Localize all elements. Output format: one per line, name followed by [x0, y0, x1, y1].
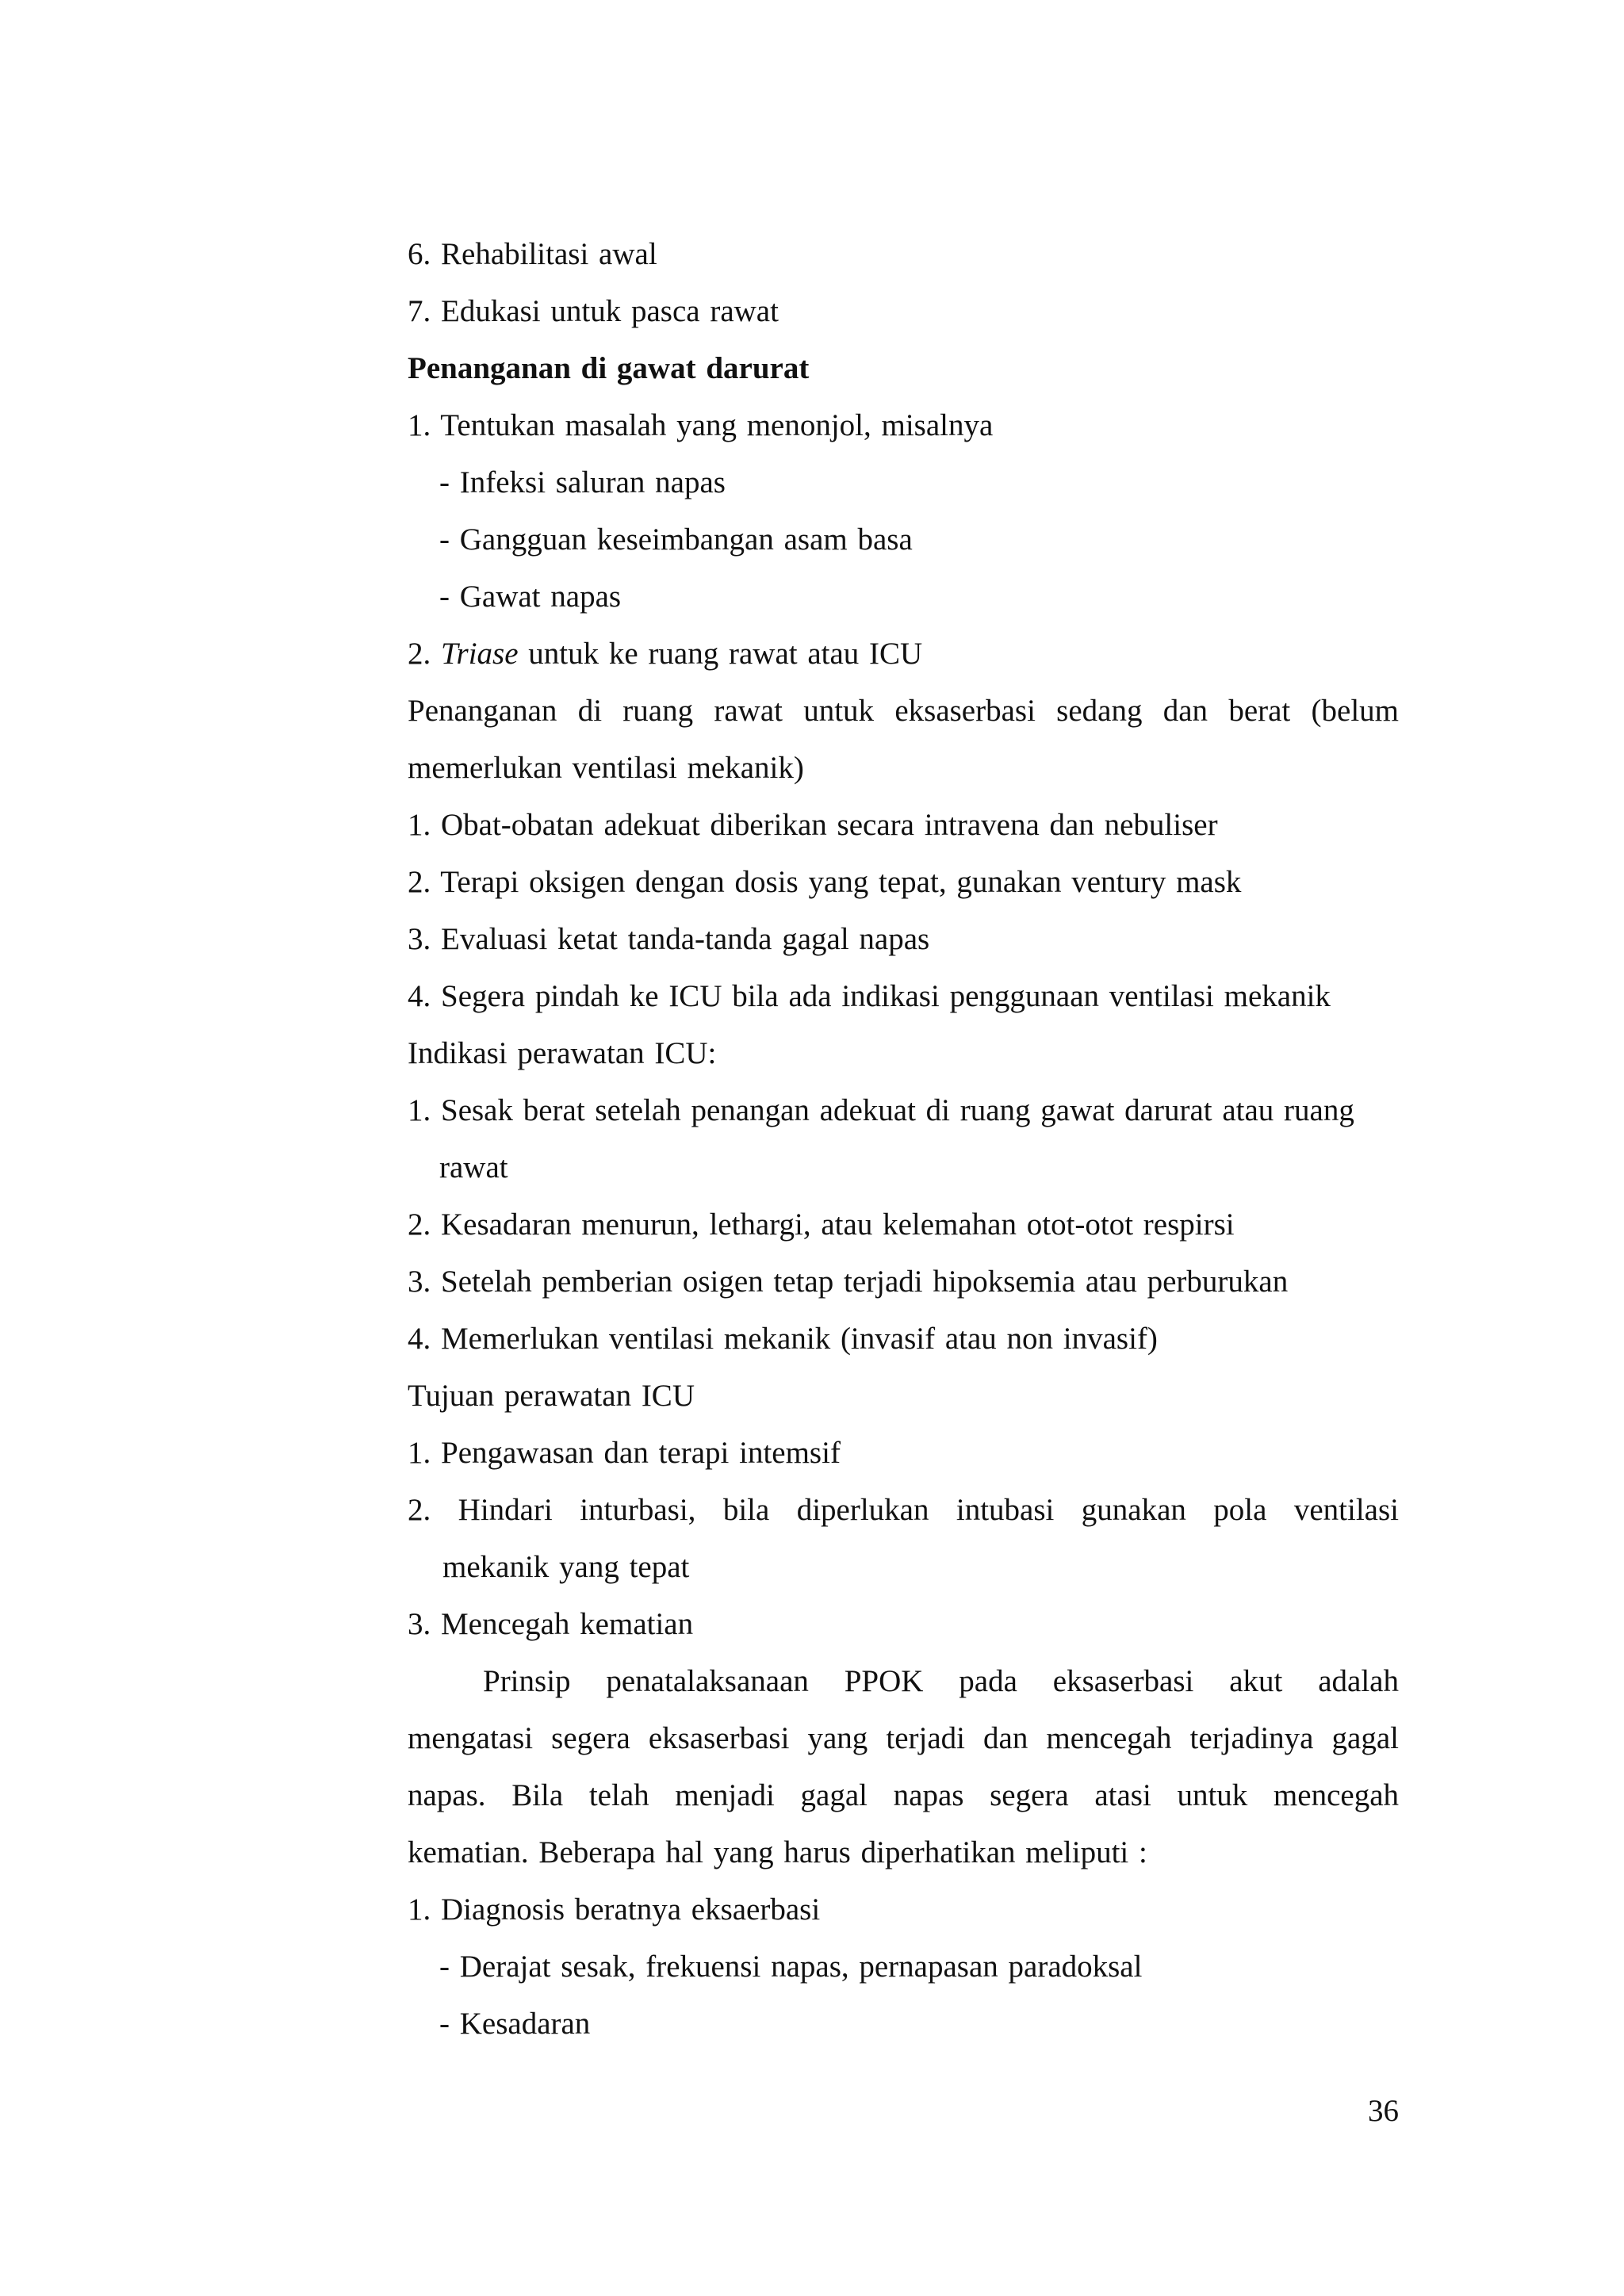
- list-item: 7. Edukasi untuk pasca rawat: [408, 294, 779, 328]
- list-item: 1. Tentukan masalah yang menonjol, misalnya: [408, 408, 994, 442]
- paragraph-line: mengatasi segera eksaserbasi yang terjadi dan mencegah terjadinya gagal: [408, 1721, 1399, 1755]
- list-item: 4. Memerlukan ventilasi mekanik (invasif atau non invasif): [408, 1322, 1158, 1356]
- list-item-continuation: mekanik yang tepat: [442, 1550, 690, 1584]
- sub-list-item: - Gawat napas: [439, 580, 622, 614]
- body-text: [408, 226, 1399, 2053]
- list-item: 1. Sesak berat setelah penangan adekuat di ruang gawat darurat atau ruang: [408, 1093, 1354, 1127]
- paragraph-line: napas. Bila telah menjadi gagal napas segera atasi untuk mencegah: [408, 1778, 1399, 1812]
- list-item: 3. Setelah pemberian osigen tetap terjadi hipoksemia atau perburukan: [408, 1265, 1289, 1299]
- list-item: 3. Mencegah kematian: [408, 1607, 694, 1641]
- list-item: 4. Segera pindah ke ICU bila ada indikasi penggunaan ventilasi mekanik: [408, 979, 1331, 1013]
- list-item: 3. Evaluasi ketat tanda-tanda gagal napas: [408, 922, 930, 956]
- list-text: untuk ke ruang rawat atau ICU: [518, 637, 923, 671]
- sub-list-item: - Gangguan keseimbangan asam basa: [439, 522, 913, 557]
- subheading: Indikasi perawatan ICU:: [408, 1036, 717, 1070]
- sub-list-item: - Kesadaran: [439, 2007, 591, 2041]
- list-item: [408, 626, 1399, 683]
- paragraph-line: memerlukan ventilasi mekanik): [408, 751, 804, 785]
- list-item: 1. Obat-obatan adekuat diberikan secara intravena dan nebuliser: [408, 808, 1218, 842]
- list-item: 1. Pengawasan dan terapi intemsif: [408, 1436, 841, 1470]
- sub-list-item: - Derajat sesak, frekuensi napas, pernapasan paradoksal: [439, 1950, 1143, 1984]
- sub-list-item: - Infeksi saluran napas: [439, 465, 726, 499]
- paragraph-line: Prinsip penatalaksanaan PPOK pada eksaserbasi akut adalah: [483, 1664, 1399, 1698]
- list-item: 2. Hindari inturbasi, bila diperlukan intubasi gunakan pola ventilasi: [408, 1493, 1399, 1527]
- paragraph-line: Penanganan di ruang rawat untuk eksaserbasi sedang dan berat (belum: [408, 694, 1399, 728]
- paragraph-line: kematian. Beberapa hal yang harus diperhatikan meliputi :: [408, 1835, 1147, 1869]
- list-item: 2. Terapi oksigen dengan dosis yang tepat, gunakan ventury mask: [408, 865, 1242, 899]
- list-item-continuation: rawat: [439, 1150, 508, 1184]
- list-number: 2.: [408, 637, 441, 671]
- italic-term: Triase: [441, 637, 519, 671]
- list-item: 1. Diagnosis beratnya eksaerbasi: [408, 1892, 821, 1927]
- section-heading: Penanganan di gawat darurat: [408, 351, 810, 385]
- list-item: 2. Kesadaran menurun, lethargi, atau kelemahan otot-otot respirsi: [408, 1207, 1235, 1242]
- page-number: 36: [1368, 2094, 1399, 2128]
- list-item: 6. Rehabilitasi awal: [408, 237, 657, 271]
- subheading: Tujuan perawatan ICU: [408, 1379, 695, 1413]
